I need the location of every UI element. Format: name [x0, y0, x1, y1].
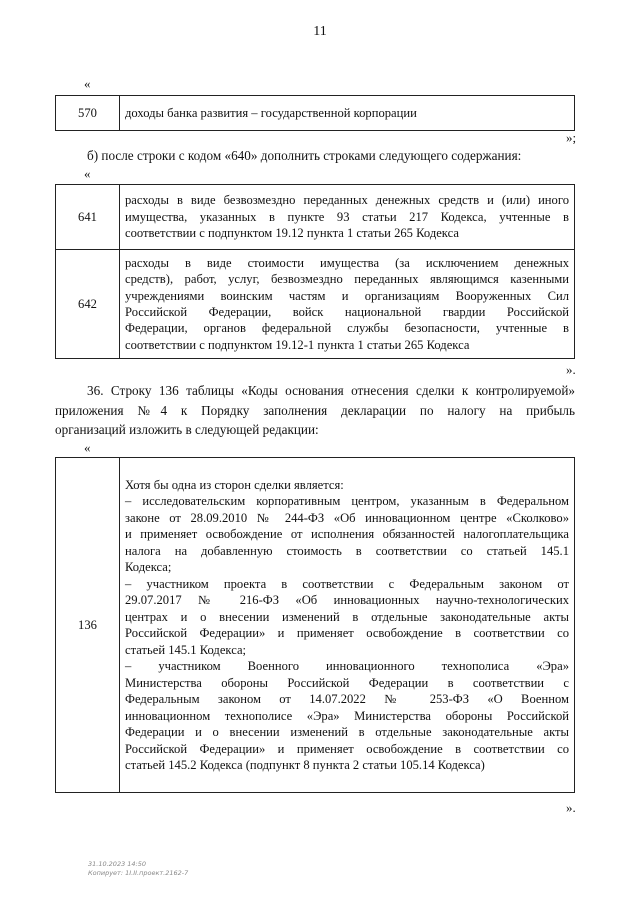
text-line: – участником проекта в соответствии с Федеральным законом от: [125, 576, 569, 591]
text-line: налога на добавленную стоимость в соответствии со статьей 145.1: [125, 543, 569, 558]
row-text: [120, 458, 575, 793]
row-text: [120, 250, 575, 359]
quote-open: «: [84, 440, 91, 455]
table-136: [55, 457, 575, 793]
text-line: инновационном технополисе «Эра» Министерства обороны Российской: [125, 708, 569, 723]
row-text: [120, 185, 575, 250]
row-code: 642: [56, 250, 120, 359]
text-line: учреждениями воинским частям и организациям Вооруженных Сил: [125, 288, 569, 303]
text-line: приложения №4 к Порядку заполнения декларации по налогу на прибыль: [55, 402, 575, 418]
table-row: [56, 185, 575, 250]
table-row: [56, 458, 575, 793]
table-row: [56, 250, 575, 359]
paragraph-36: [55, 381, 575, 440]
quote-close: ».: [566, 800, 576, 815]
page-number: 11: [313, 24, 327, 39]
quote-close: »;: [566, 130, 577, 145]
text-line: организаций изложить в следующей редакции:: [55, 422, 319, 437]
text-line: – участником Военного инновационного технополиса «Эра»: [125, 659, 569, 673]
text-line: расходы в виде безвозмездно переданных денежных средств и (или) иного: [125, 193, 569, 208]
text-line: Федерации и о внесении изменений в отдельные законодательные акты: [125, 725, 569, 739]
footer-doc-id: Копирует: 1I.II.проект.2162-7: [88, 869, 189, 877]
text-line: Хотя бы одна из сторон сделки является:: [125, 477, 344, 492]
text-line: расходы в виде стоимости имущества (за исключением денежных: [125, 255, 569, 270]
quote-open: «: [84, 76, 91, 91]
footer-stamp: [88, 860, 188, 878]
footer-date: 31.10.2023 14:50: [88, 860, 147, 868]
text-line: – исследовательским корпоративным центром, указанным в Федеральном: [125, 494, 569, 508]
text-line: Министерства обороны Российской Федерации в соответствии с: [125, 675, 569, 690]
text-line: средств), работ, услуг, безвозмездно переданных являющимся казенными: [125, 272, 569, 287]
quote-close: ».: [566, 362, 576, 377]
text-line: законе от 28.09.2010 № 244-ФЗ «Об инновационном центре «Сколково»: [125, 510, 569, 525]
table-641-642: [55, 184, 575, 359]
text-line: Федерации, органов федеральной службы безопасности, учтенные в: [125, 321, 569, 336]
text-line: статьей 145.2 Кодекса (подпункт 8 пункта 2 статьи 105.14 Кодекса): [125, 758, 485, 772]
text-line: центрах и о внесении изменений в отдельные законодательные акты: [125, 609, 569, 624]
text-line: Федеральным законом от 14.07.2022 № 253-ФЗ «О Военном: [125, 692, 569, 706]
row-code: 136: [56, 458, 120, 793]
table-row: [56, 96, 575, 131]
text-line: статьей 145.1 Кодекса;: [125, 642, 247, 657]
text-line: имущества, указанных в пункте 93 статьи 217 Кодекса, учтенные в: [125, 209, 569, 224]
quote-open: «: [84, 166, 91, 181]
row-code: 570: [56, 96, 120, 131]
table-570: [55, 95, 575, 131]
text-line: Российской Федерации» и применяет освобождение в соответствии со: [125, 741, 569, 756]
paragraph-b: б) после строки с кодом «640» дополнить строками следующего содержания:: [87, 148, 522, 163]
text-line: Кодекса;: [125, 560, 172, 574]
text-line: 29.07.2017 № 216-ФЗ «Об инновационных научно-технологических: [125, 593, 569, 607]
text-line: соответствии с подпунктом 19.12 пункта 1 статьи 265 Кодекса: [125, 226, 459, 241]
row-text: доходы банка развития – государственной корпорации: [120, 96, 575, 131]
text-line: Российской Федерации, войск национальной гвардии Российской: [125, 305, 569, 319]
row-code: 641: [56, 185, 120, 250]
text-line: Российской Федерации» и применяет освобождение в соответствии со: [125, 626, 569, 640]
text-line: соответствии с подпунктом 19.12-1 пункта 1 статьи 265 Кодекса: [125, 337, 470, 352]
text-line: и применяет освобождение от исполнения обязанностей налогоплательщика: [125, 527, 569, 541]
text-line: 36. Строку 136 таблицы «Коды основания отнесения сделки к контролируемой»: [87, 383, 575, 398]
